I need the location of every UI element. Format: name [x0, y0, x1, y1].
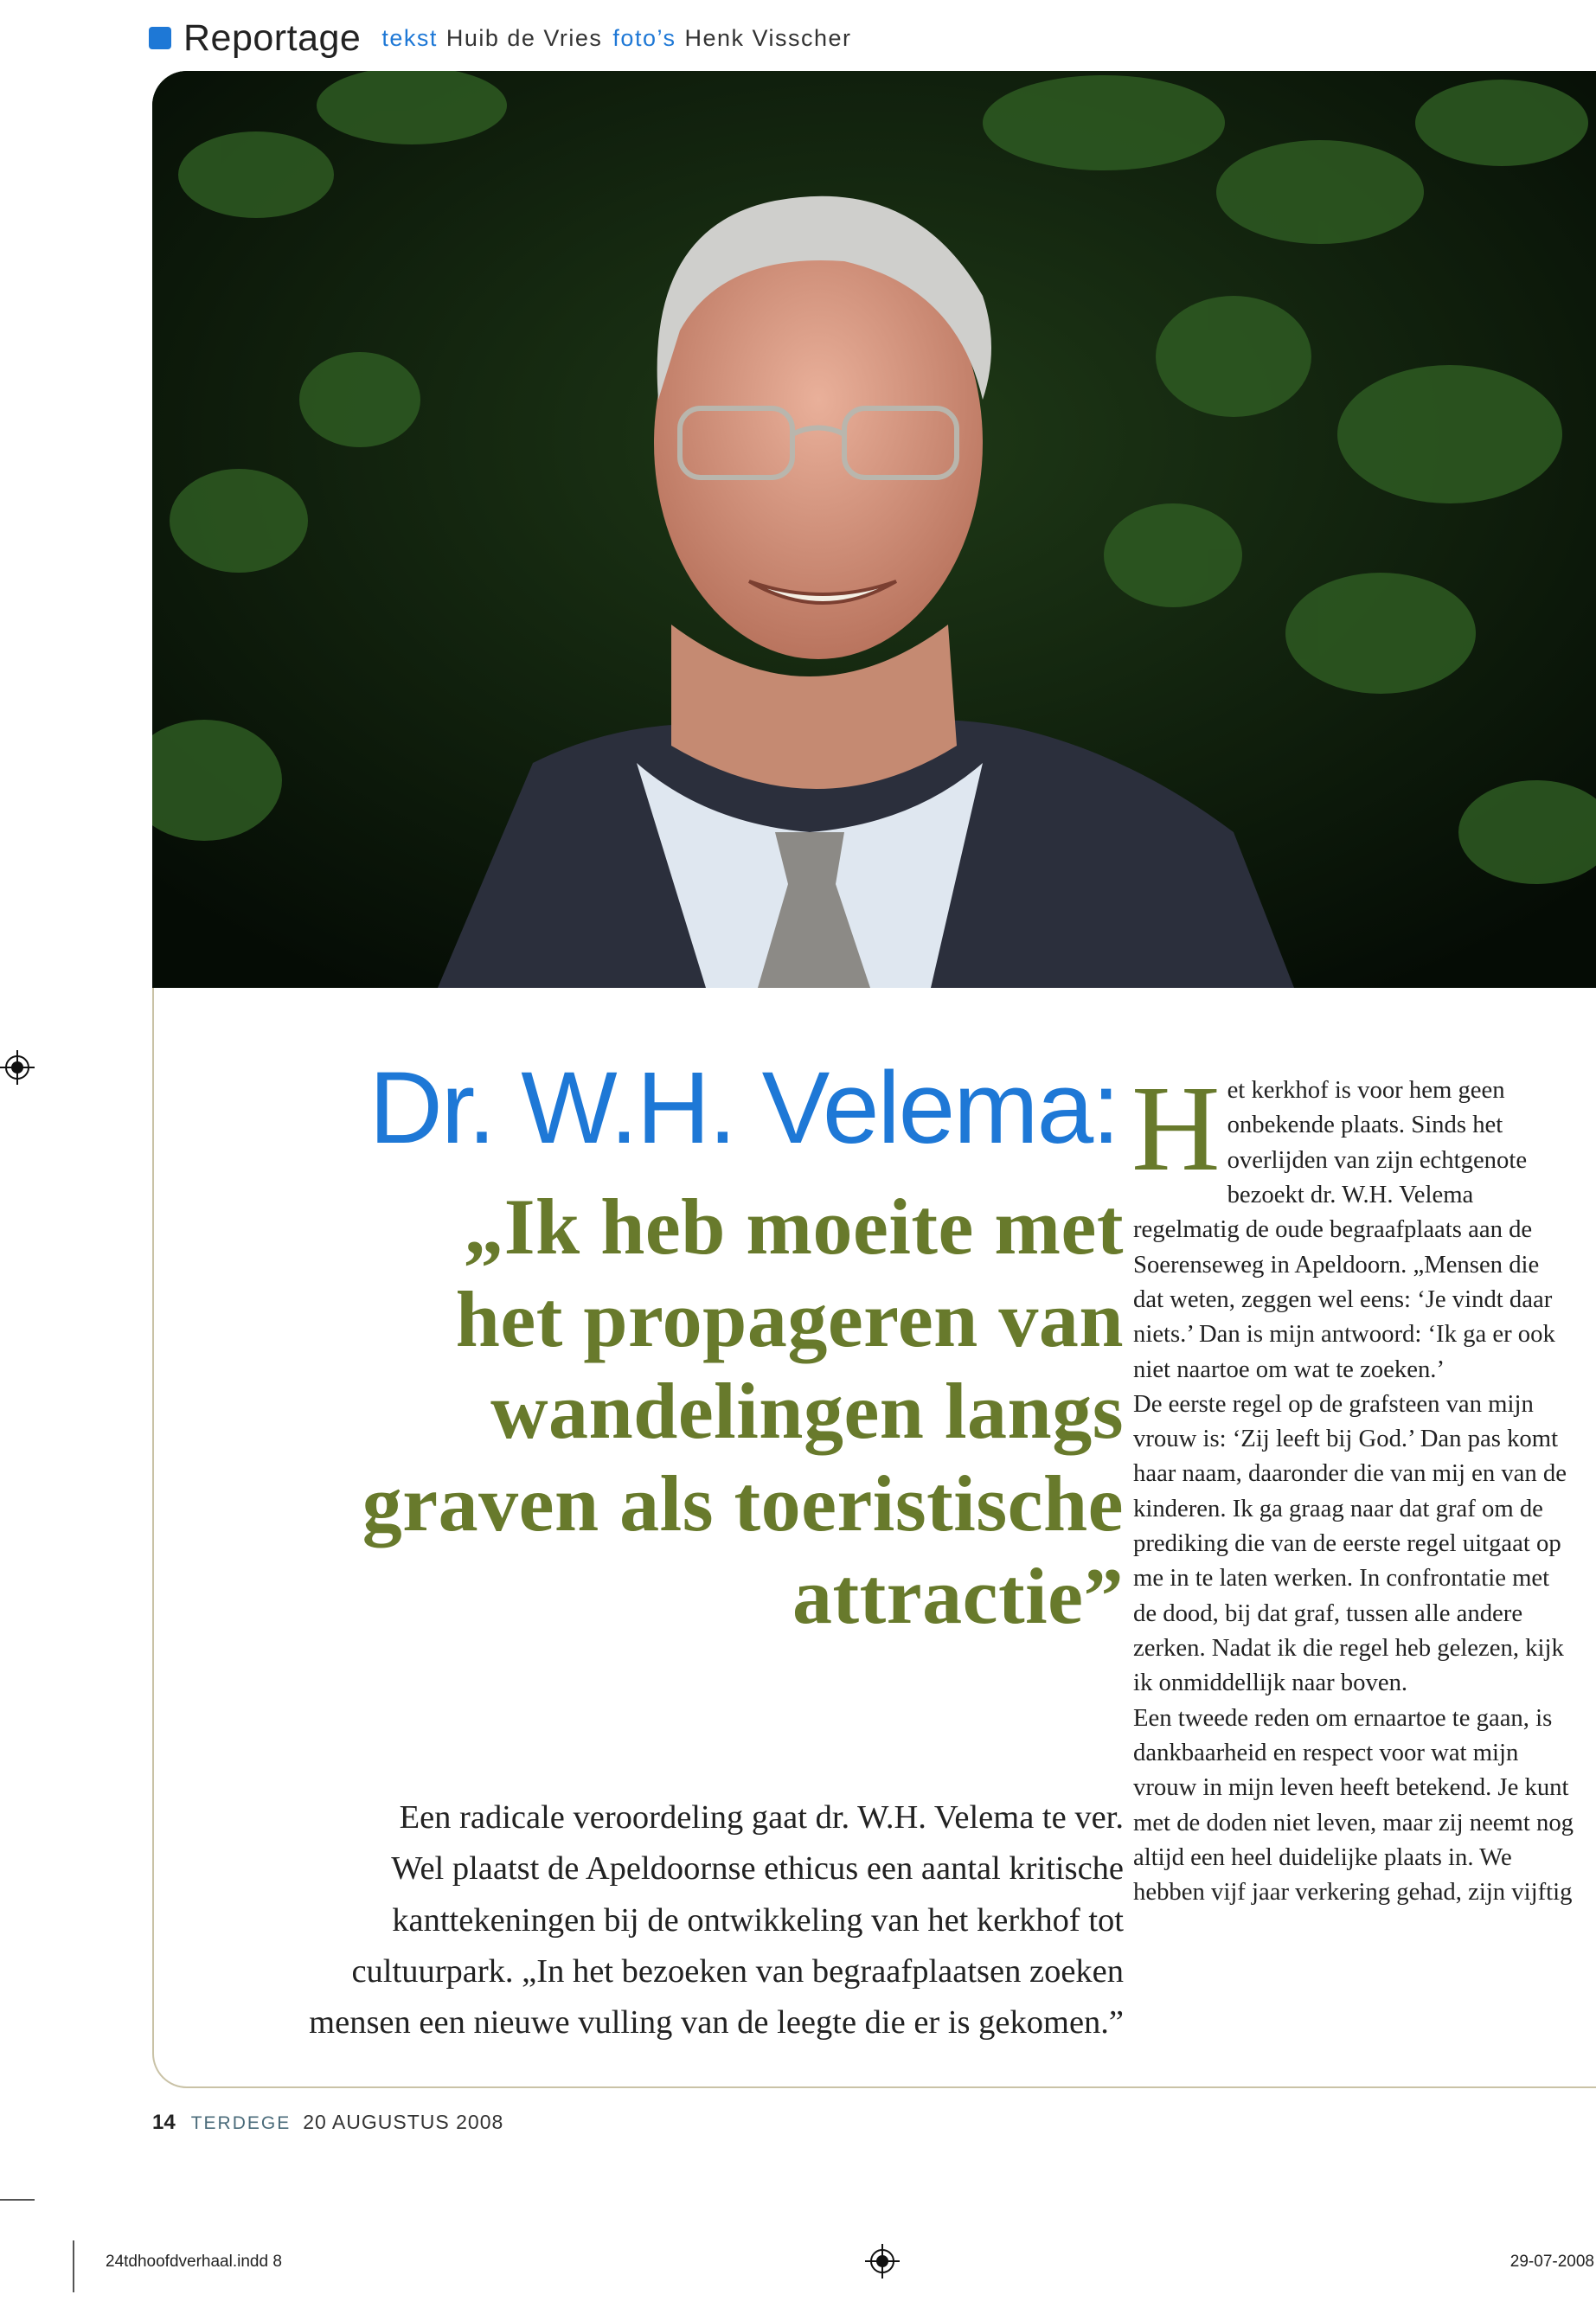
page-header — [149, 12, 862, 64]
photo-credit-author: Henk Visscher — [684, 24, 852, 51]
headline-quote-line: graven als toeristische — [362, 1459, 1124, 1548]
lead-line: Wel plaatst de Apeldoornse ethicus een aantal kritische — [391, 1850, 1124, 1888]
lead-paragraph — [86, 1792, 1124, 2048]
lead-line: Een radicale veroordeling gaat dr. W.H. Velema te ver. — [399, 1799, 1124, 1836]
drop-cap: H — [1131, 1060, 1221, 1196]
headline-name: Dr. W.H. Velema: — [369, 1051, 1118, 1165]
headline-quote-line: „Ik heb moeite met — [464, 1183, 1124, 1271]
portrait-illustration — [152, 71, 1596, 988]
byline — [381, 25, 862, 52]
text-credit-author: Huib de Vries — [445, 24, 603, 51]
page-footer — [152, 2111, 503, 2135]
lead-line: cultuurpark. „In het bezoeken van begraafplaatsen zoeken — [351, 1952, 1124, 1990]
slug-date: 29-07-2008 — [1509, 2253, 1594, 2271]
lead-line: mensen een nieuwe vulling van de leegte die er is gekomen.” — [309, 2004, 1124, 2041]
headline-quote-line: wandelingen langs — [490, 1367, 1124, 1456]
section-label: Reportage — [183, 16, 362, 59]
magazine-name: TERDEGE — [190, 2113, 292, 2133]
text-credit-label: tekst — [381, 24, 438, 51]
body-paragraph: De eerste regel op de grafsteen van mijn vrouw is: ‘Zij leeft bij God.’ Dan pas komt haar naam, daaronder die van mij en van de kinderen. Ik ga graag naar dat graf om de prediking die van de eerste regel uitgaat op me in te laten werken. In confrontatie met de dood, bij dat graf, tussen alle andere zerken. Nadat ik die regel heb gelezen, kijk ik onmiddellijk naar boven. — [1133, 1389, 1567, 1697]
article-body — [1131, 1060, 1574, 1910]
headline-quote-line: attractie” — [792, 1551, 1124, 1640]
body-paragraph: Een tweede reden om ernaartoe te gaan, is dankbaarheid en respect voor wat mijn vrouw in mijn leven heeft betekend. Je kunt met de doden niet leven, maar zij neemt nog altijd een heel duidelijke plaats in. We hebben vijf jaar verkering gehad, zijn vijftig — [1133, 1703, 1574, 1907]
issue-date: 20 AUGUSTUS 2008 — [303, 2111, 504, 2133]
photo-credit-label: foto’s — [612, 24, 676, 51]
headline-quote — [172, 1181, 1124, 1643]
page-number: 14 — [152, 2111, 176, 2134]
section-marker-icon — [149, 27, 171, 49]
crop-mark — [73, 2240, 74, 2292]
registration-mark-icon — [865, 2244, 900, 2279]
lead-line: kanttekeningen bij de ontwikkeling van het kerkhof tot — [392, 1901, 1124, 1939]
crop-mark — [0, 2199, 35, 2201]
slug-filename: 24tdhoofdverhaal.indd 8 — [106, 2253, 282, 2271]
registration-mark-icon — [0, 1050, 35, 1085]
headline-quote-line: het propageren van — [455, 1274, 1124, 1363]
portrait-photo — [152, 71, 1596, 988]
body-paragraph: et kerkhof is voor hem geen onbekende plaats. Sinds het overlijden van zijn echtgenote bezoekt dr. W.H. Velema regelmatig de oude begraafplaats aan de Soerenseweg in Apeldoorn. „Mensen die dat weten, zeggen wel eens: ‘Je vindt daar niets.’ Dan is mijn antwoord: ‘Ik ga er ook niet naartoe om wat te zoeken.’ — [1133, 1076, 1555, 1383]
